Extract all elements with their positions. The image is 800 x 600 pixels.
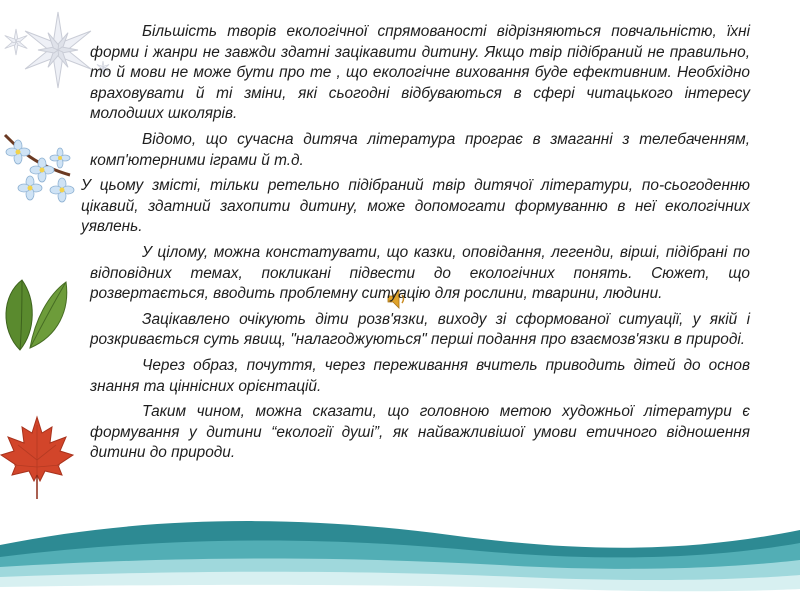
paragraph: Відомо, що сучасна дитяча література програє в змаганні з телебаченням, комп'ютерними іграми й т.д. [90,130,750,169]
snowflake-icon [2,28,30,56]
teal-wave-decoration [0,505,800,600]
main-text [81,22,750,469]
paragraph: У цілому, можна констатувати, що казки, оповідання, легенди, вірші, підібрані по відповідних темах, покликані підвести до екологічних понять. Сюжет, що розвертається, вводить проблемну ситуацію для рослини, тварини, людини. [90,243,750,303]
paragraph: У цьому змісті, тільки ретельно підібраний твір дитячої літератури, по-сьогоденню цікавий, здатний захопити дитину, може допомогати формуванню в неї екологічних уявлень. [81,177,750,236]
paragraph: Через образ, почуття, через переживання вчитель приводить дітей до основ знання та ціннісних орієнтацій. [90,356,750,395]
maple-leaf-icon [0,415,75,500]
paragraph: Зацікавлено очікують діти розв'язки, виходу зі сформованої ситуації, у якій і розкривається суть явищ, "налагоджуються" перші подання про взаємозв'язки в природі. [90,310,750,349]
paragraph: Більшість творів екологічної спрямованості відрізняються повчальністю, їхні форми і жанри не завжди здатні зацікавити дитину. Якщо твір підібраний не правильно, то й мови не може бути про те , що екологічне виховання буде ефективним. Необхідно враховувати й ті зміни, які сьогодні відбуваються в сфері читацького інтересу молодших школярів. [90,23,750,123]
flower-branch-icon [0,130,85,210]
green-leaves-icon [0,270,70,355]
snowflake-icon [18,10,98,90]
paragraph: Таким чином, можна сказати, що головною метою художньої літератури є формування у дитини “екології душі”, як найважливішої умови етичного відношення дитини до природи. [90,403,750,462]
